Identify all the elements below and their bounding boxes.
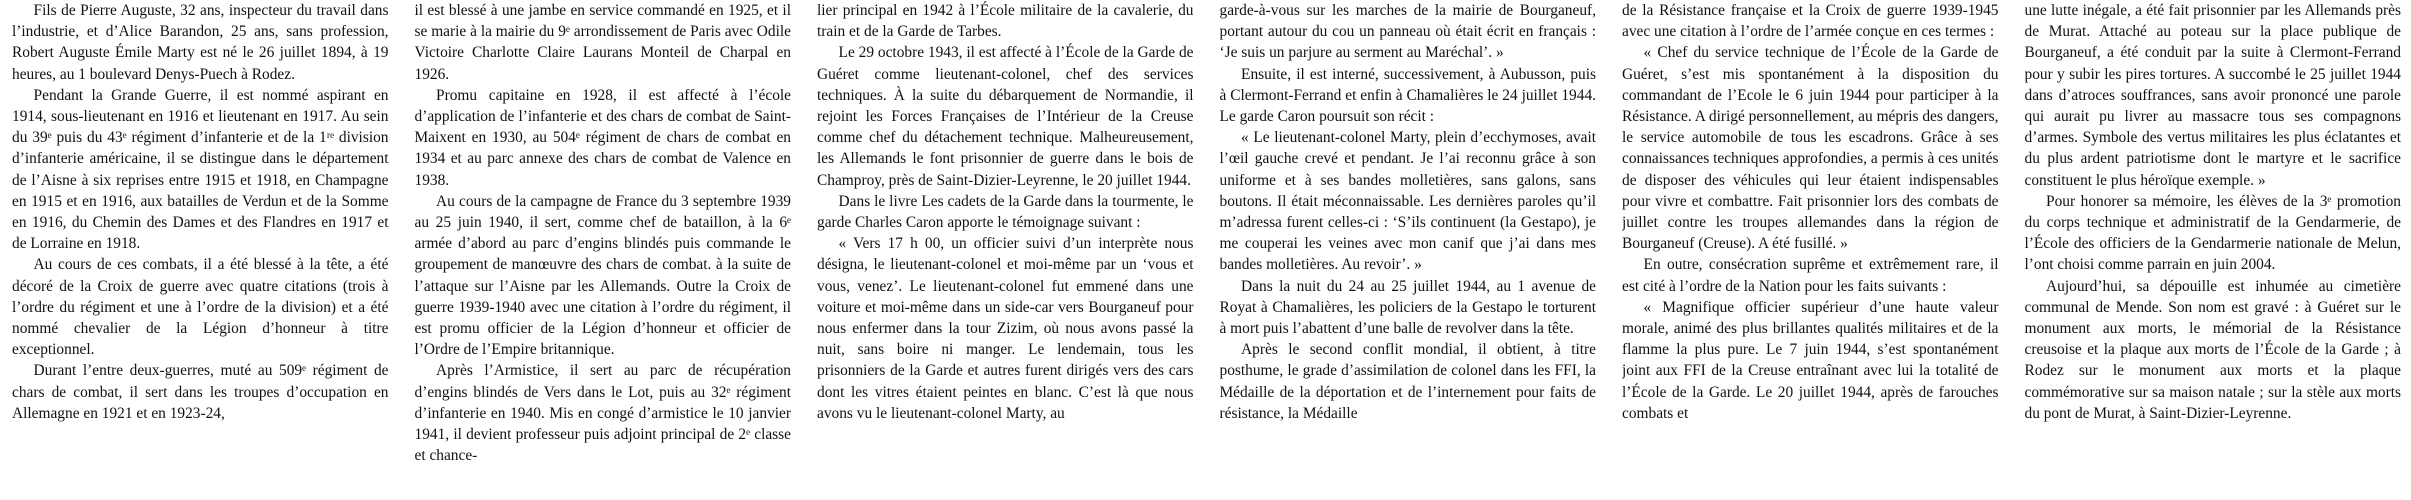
- paragraph: En outre, consécration suprême et extrêmement rare, il est cité à l’ordre de la Nation pour les faits suivants :: [1622, 256, 1999, 295]
- paragraph: « Magnifique officier supérieur d’une haute valeur morale, animé des plus brillantes qualités militaires et de la flamme la plus pure. Le 7 juin 1944, s’est spontanément joint aux FFI de la Creuse entraînant avec lui la totalité de l’École de la Garde. Le 20 juillet 1944, après de farouches combats et: [1622, 298, 1999, 422]
- text-column-2: [415, 0, 792, 500]
- paragraph: il est blessé à une jambe en service commandé en 1925, et il se marie à la mairie du 9ᵉ arrondissement de Paris avec Odile Victoire Charlotte Claire Laurans Monteil de Charpal en 1926.: [414, 2, 791, 83]
- paragraph: Pour honorer sa mémoire, les élèves de la 3ᵉ promotion du corps technique et administratif de la Gendarmerie, de l’École des officiers de la Gendarmerie nationale de Melun, l’ont choisi comme parrain en juin 2004.: [2024, 192, 2401, 274]
- paragraph: Le 29 octobre 1943, il est affecté à l’École de la Garde de Guéret comme lieutenant-colonel, chef des services techniques. À la suite du débarquement de Normandie, il rejoint les Forces Françaises de l’Intérieur de la Creuse comme chef du détachement technique. Malheureusement, les Allemands le font prisonnier de guerre dans le bois de Champroy, près de Saint-Dizier-Leyrenne, le 20 juillet 1944.: [817, 44, 1194, 189]
- paragraph: Pendant la Grande Guerre, il est nommé aspirant en 1914, sous-lieutenant en 1916 et lieutenant en 1917. Au sein du 39ᵉ puis du 43ᵉ régiment d’infanterie et de la 1ʳᵉ division d’infanterie américaine, il se distingue dans le département de l’Aisne à six reprises entre 1915 et 1918, en Champagne en 1915 et en 1916, aux batailles de Verdun et de la Somme en 1916, du Chemin des Dames et des Flandres en 1917 et de Lorraine en 1918.: [12, 86, 389, 253]
- paragraph: « Le lieutenant-colonel Marty, plein d’ecchymoses, avait l’œil gauche crevé et pendant. Je l’ai reconnu grâce à son uniforme et à ses bandes molletières, sans galons, sans boutons. Il était méconnaissable. Les dernières paroles qu’il m’adressa furent celles-ci : ‘S’ils continuent (la Gestapo), je me couperai les veines avec mon canif que j’ai dans mes bandes molletières. Au revoir’. »: [1219, 129, 1596, 274]
- paragraph: garde-à-vous sur les marches de la mairie de Bourganeuf, portant autour du cou un panneau où était écrit en français : ‘Je suis un parjure au serment au Maréchal’. »: [1219, 2, 1596, 62]
- text-column-4: [1220, 0, 1597, 500]
- paragraph: Dans la nuit du 24 au 25 juillet 1944, au 1 avenue de Royat à Chamalières, les policiers de la Gestapo le torturent à mort puis l’abattent d’une balle de revolver dans la tête.: [1219, 277, 1596, 338]
- paragraph: Durant l’entre deux-guerres, muté au 509ᵉ régiment de chars de combat, il sert dans les troupes d’occupation en Allemagne en 1921 et en 1923-24,: [12, 362, 389, 422]
- text-column-1: [12, 0, 389, 500]
- paragraph: Dans le livre Les cadets de la Garde dans la tourmente, le garde Charles Caron apporte le témoignage suivant :: [817, 192, 1194, 232]
- paragraph: Au cours de la campagne de France du 3 septembre 1939 au 25 juin 1940, il sert, comme chef de bataillon, à la 6ᵉ armée d’abord au parc d’engins blindés puis commande le groupement de manœuvre des chars de combat. à la suite de l’attaque sur l’Aisne par les Allemands. Outre la Croix de guerre 1939-1940 avec une citation à l’ordre du régiment, il est promu officier de la Légion d’honneur et officier de l’Ordre de l’Empire britannique.: [414, 192, 791, 359]
- paragraph: Ensuite, il est interné, successivement, à Aubusson, puis à Clermont-Ferrand et enfin à Chamalières le 24 juillet 1944. Le garde Caron poursuit son récit :: [1219, 65, 1596, 126]
- paragraph: une lutte inégale, a été fait prisonnier par les Allemands près de Murat. Attaché au poteau sur la place publique de Bourganeuf, a été conduit par la suite à Clermont-Ferrand pour y subir les pires tortures. A succombé le 25 juillet 1944 dans d’atroces souffrances, sans avoir prononcé une parole qui aurait pu livrer au massacre tous ses compagnons d’armes. Symbole des vertus militaires les plus éclatantes et du plus ardent patriotisme dont le martyre et le sacrifice constituent le plus héroïque exemple. »: [2024, 2, 2401, 189]
- paragraph: Aujourd’hui, sa dépouille est inhumée au cimetière communal de Mende. Son nom est gravé : à Guéret sur le monument aux morts, le mémorial de la Résistance creusoise et la plaque aux morts de l’École de la Garde ; à Rodez sur le monument aux morts et la plaque commémorative sur sa maison natale ; sur la stèle aux morts du pont de Murat, à Saint-Dizier-Leyrenne.: [2024, 277, 2401, 422]
- text-column-6: [2025, 0, 2402, 500]
- paragraph: Promu capitaine en 1928, il est affecté à l’école d’application de l’infanterie et des chars de combat de Saint-Maixent en 1930, au 504ᵉ régiment de chars de combat en 1934 et au parc annexe des chars de combat de Valence en 1938.: [414, 86, 791, 189]
- paragraph: Au cours de ces combats, il a été blessé à la tête, a été décoré de la Croix de guerre avec quatre citations (trois à l’ordre du régiment et une à l’ordre de la division) et a été nommé chevalier de la Légion d’honneur à titre exceptionnel.: [12, 256, 389, 359]
- paragraph: « Vers 17 h 00, un officier suivi d’un interprète nous désigna, le lieutenant-colonel et moi-même par un ‘vous et vous, venez’. Le lieutenant-colonel fut emmené dans une voiture et moi-même dans un side-car vers Bourganeuf pour nous enfermer dans la tour Zizim, où nous avons passé la nuit, sans boire ni manger. Le lendemain, tous les prisonniers de la Garde et autres furent dirigés vers des cars dont les vitres étaient peintes en blanc. C’est là que nous avons vu le lieutenant-colonel Marty, au: [817, 235, 1194, 422]
- paragraph: Après le second conflit mondial, il obtient, à titre posthume, le grade d’assimilation de colonel dans les FFI, la Médaille de la déportation et de l’internement pour faits de résistance, la Médaille: [1219, 341, 1596, 422]
- paragraph: « Chef du service technique de l’École de la Garde de Guéret, s’est mis spontanément à la disposition du commandant de l’Ecole le 6 juin 1944 pour participer à la Résistance. A dirigé personnellement, au mépris des dangers, le service automobile de tous les escadrons. Grâce à ses connaissances techniques approfondies, a permis à ces unités de disposer des véhicules qui leur étaient indispensables pour vivre et combattre. Fait prisonnier lors des combats de juillet contre les troupes allemandes dans la région de Bourganeuf (Creuse). A été fusillé. »: [1622, 44, 1999, 253]
- text-column-3: [817, 0, 1194, 500]
- paragraph: Fils de Pierre Auguste, 32 ans, inspecteur du travail dans l’industrie, et d’Alice Barandon, 25 ans, sans profession, Robert Auguste Émile Marty est né le 26 juillet 1894, à 19 heures, au 1 boulevard Denys-Puech à Rodez.: [12, 2, 389, 83]
- paragraph: de la Résistance française et la Croix de guerre 1939-1945 avec une citation à l’ordre de l’armée conçue en ces termes :: [1622, 2, 1999, 41]
- text-column-5: [1622, 0, 1999, 500]
- paragraph: Après l’Armistice, il sert au parc de récupération d’engins blindés de Vers dans le Lot, puis au 32ᵉ régiment d’infanterie en 1940. Mis en congé d’armistice le 10 janvier 1941, il devient professeur puis adjoint principal de 2ᵉ classe et chance-: [414, 362, 791, 465]
- paragraph: lier principal en 1942 à l’École militaire de la cavalerie, du train et de la Garde de Tarbes.: [817, 2, 1194, 41]
